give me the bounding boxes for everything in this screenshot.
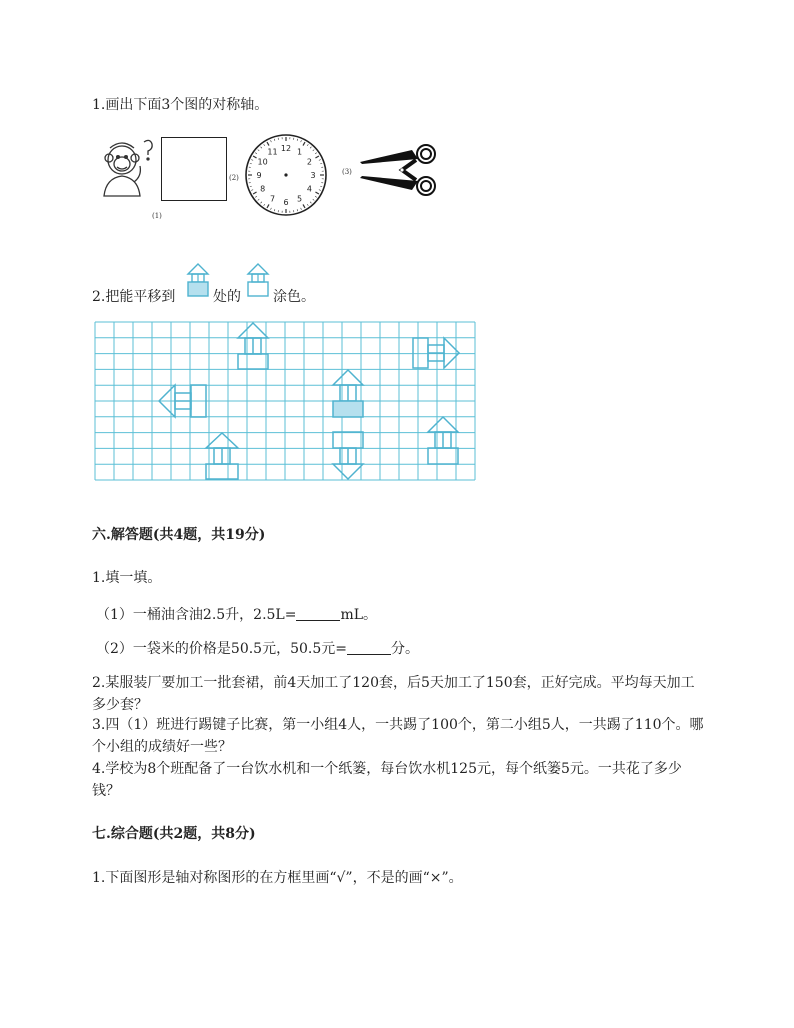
clock-tick: [267, 142, 269, 145]
clock-tick: [264, 144, 265, 146]
house-shape-down: [333, 432, 363, 479]
clock-tick: [255, 196, 257, 197]
clock-tick: [297, 209, 298, 211]
sec6-q1b-after: 分。: [390, 641, 419, 657]
clock-number: 3: [310, 171, 316, 180]
house-shape-top: [238, 323, 268, 369]
clock-tick: [250, 186, 252, 187]
clock-figure: [244, 133, 328, 217]
label-1: (1): [152, 212, 162, 220]
q2-text-after: 涂色。: [273, 289, 315, 305]
clock-tick: [320, 163, 322, 164]
sec6-q1a-after: mL。: [340, 607, 378, 623]
clock-tick: [315, 153, 317, 154]
clock-tick: [253, 156, 256, 158]
clock-tick: [301, 208, 302, 210]
clock-tick: [307, 144, 308, 146]
clock-tick: [307, 204, 308, 206]
clock-tick: [310, 202, 311, 203]
clock-tick: [313, 199, 314, 200]
clock-tick: [251, 160, 253, 161]
sec6-q1-text: 1.填一填。: [92, 570, 162, 586]
clock-number: 2: [306, 157, 312, 167]
clock-number: 6: [283, 198, 289, 207]
q2-text-middle: 处的: [213, 289, 241, 305]
clock-number: 12: [280, 144, 292, 153]
clock-tick: [303, 204, 305, 207]
clock-tick: [258, 150, 259, 151]
clock-number: 11: [267, 147, 278, 157]
house-shape-bottom-left: [206, 433, 238, 479]
section-7-heading: 七.综合题(共2题，共8分): [92, 826, 256, 842]
clock-tick: [315, 196, 317, 197]
clock-tick: [261, 202, 262, 203]
clock-number: 9: [256, 171, 262, 180]
clock-tick: [251, 190, 253, 191]
house-shape-right: [413, 338, 459, 368]
sec6-q4-text: 4.学校为8个班配备了一台饮水机和一个纸篓，每台饮水机125元，每个纸篓5元。一共花了多少钱？: [92, 761, 682, 799]
monkey-illustration: [98, 136, 158, 200]
clock-tick: [261, 147, 262, 148]
clock-tick: [301, 140, 302, 142]
clock-tick: [253, 192, 256, 194]
sec6-q1a-before: （1）一桶油含油2.5升，2.5L=: [96, 607, 297, 623]
clock-tick: [274, 139, 275, 141]
sec6-q1b: [96, 638, 419, 658]
clock-tick: [271, 208, 272, 210]
sec6-q1b-before: （2）一袋米的价格是50.5元，50.5元=: [96, 641, 347, 657]
label-2: (2): [229, 174, 239, 182]
clock-number: 8: [260, 184, 266, 194]
clock-tick: [271, 140, 272, 142]
scissors-figure: [356, 140, 440, 200]
clock-number: 5: [296, 194, 303, 204]
section-6-heading: 六.解答题(共4题，共19分): [92, 527, 266, 543]
clock-number: 10: [257, 157, 268, 167]
clock-tick: [310, 147, 311, 148]
house-shape-bottom-right: [428, 417, 458, 464]
square-figure: [161, 137, 227, 201]
q2-text-before: 2.把能平移到: [92, 289, 176, 305]
house-icon-outline: [246, 262, 270, 298]
clock-tick: [297, 139, 298, 141]
clock-number: 1: [296, 147, 303, 157]
label-3: (3): [342, 168, 352, 176]
clock-tick: [274, 209, 275, 211]
clock-tick: [258, 199, 259, 200]
clock-tick: [303, 142, 305, 145]
answer-blank-1[interactable]: [296, 606, 340, 621]
clock-tick: [319, 190, 321, 191]
clock-tick: [319, 160, 321, 161]
q1-text: 1.画出下面3个图的对称轴。: [92, 97, 269, 113]
clock-tick: [264, 204, 265, 206]
house-shape-center: [333, 370, 363, 417]
clock-tick: [320, 186, 322, 187]
clock-tick: [315, 192, 318, 194]
clock-tick: [315, 156, 318, 158]
house-icon: [186, 262, 210, 298]
clock-tick: [250, 163, 252, 164]
clock-tick: [313, 150, 314, 151]
clock-number: 4: [306, 184, 312, 194]
clock-number: 7: [269, 194, 276, 204]
clock-tick: [255, 153, 257, 154]
sec7-q1-text: 1.下面图形是轴对称图形的在方框里画“√”，不是的画“×”。: [92, 870, 463, 886]
translation-grid: [95, 322, 475, 480]
answer-blank-2[interactable]: [347, 640, 391, 655]
sec6-q1a: [96, 604, 377, 624]
sec6-q2-text: 2.某服装厂要加工一批套裙，前4天加工了120套，后5天加工了150套，正好完成。平均每天加工多少套？: [92, 675, 695, 713]
sec6-q3-text: 3.四（1）班进行踢键子比赛，第一小组4人，一共踢了100个，第二小组5人，一共踢了110个。哪个小组的成绩好一些？: [92, 717, 704, 755]
clock-tick: [267, 204, 269, 207]
